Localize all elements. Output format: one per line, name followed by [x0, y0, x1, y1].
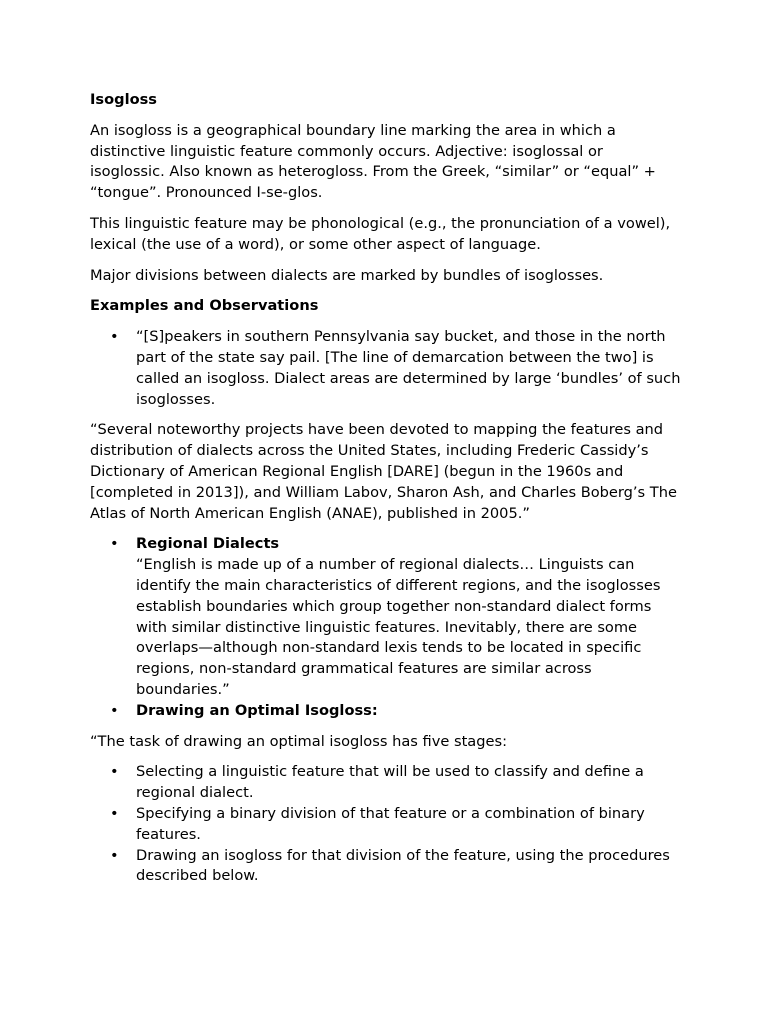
list-item: [90, 804, 682, 846]
task-intro: “The task of drawing an optimal isogloss has five stages:: [90, 732, 507, 750]
stage-item-text: Specifying a binary division of that feature or a combination of binary features.: [136, 804, 645, 843]
intro-paragraph-bundles: Major divisions between dialects are marked by bundles of isoglosses.: [90, 266, 604, 284]
quote-list: [90, 327, 682, 410]
regional-dialects-title: • Regional Dialects: [136, 535, 280, 553]
quote-pennsylvania: “[S]peakers in southern Pennsylvania say bucket, and those in the north part of the state say pail. [The line of demarcation between the two] is called an isogloss. Dialect areas are determined by large ‘bundles’ of such isoglosses.: [136, 328, 681, 408]
intro-paragraph-definition: An isogloss is a geographical boundary line marking the area in which a distinctive linguistic feature commonly occurs. Adjective: isoglossal or isoglossic. Also known as heterogloss. From the Greek, “similar” or “equal” + “tongue”. Pronounced I-se-glos.: [90, 121, 656, 202]
document-page: [90, 90, 682, 897]
topic-list: [90, 534, 682, 721]
projects-paragraph: “Several noteworthy projects have been devoted to mapping the features and distribution of dialects across the United States, including Frederic Cassidy’s Dictionary of American Regional English [DARE] (begun in the 1960s and [completed in 2013]), and William Labov, Sharon Ash, and Charles Boberg’s The Atlas of North American English (ANAE), published in 2005.”: [90, 421, 677, 522]
list-item: [90, 846, 682, 888]
examples-heading: Examples and Observations: [90, 297, 319, 315]
stages-list: [90, 762, 682, 887]
drawing-isogloss-title: Drawing an Optimal Isogloss:: [136, 701, 378, 719]
intro-paragraph-feature: This linguistic feature may be phonological (e.g., the pronunciation of a vowel), lexical (the use of a word), or some other aspect of language.: [90, 214, 671, 253]
list-item: [90, 534, 682, 700]
regional-dialects-text: “English is made up of a number of regional dialects… Linguists can identify the main characteristics of different regions, and the isoglosses establish boundaries which group together non-standard dialect forms with similar distinctive linguistic features. Inevitably, there are some overlaps—although non-standard lexis tends to be located in specific regions, non-standard grammatical features are similar across boundaries.”: [136, 556, 661, 698]
stage-item-text: Selecting a linguistic feature that will be used to classify and define a regional dialect.: [136, 763, 644, 802]
list-item: [90, 762, 682, 804]
list-item: [90, 327, 682, 410]
list-item: [90, 701, 682, 722]
stage-item-text: Drawing an isogloss for that division of the feature, using the procedures described below.: [136, 846, 670, 885]
document-title: Isogloss: [90, 91, 157, 108]
